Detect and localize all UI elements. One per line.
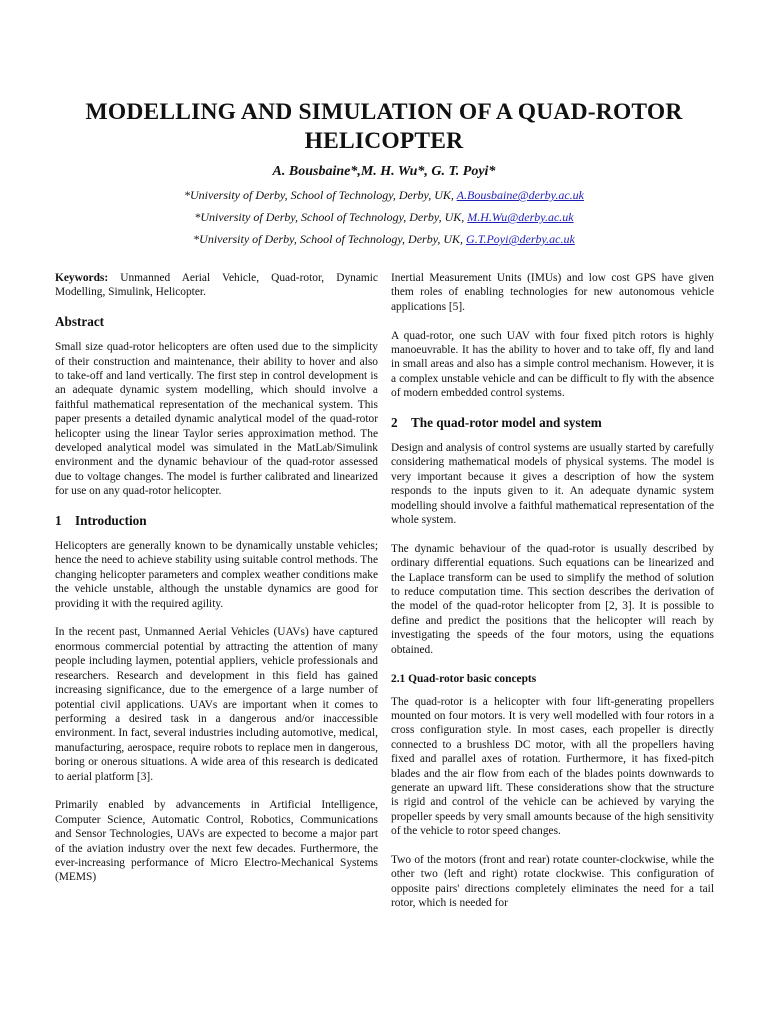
affiliation-2 [0,210,768,225]
concepts-paragraph-1: The quad-rotor is a helicopter with four lift-generating propellers mounted on four motors. It is very well modelled with four rotors in a cross configuration style. In most cases, each propeller is directly connected to a brushless DC motor, with all the propellers having fixed and parallel axes of rotation. Furthermore, it has fixed-pitch blades and the air flow from each of the blades points downwards to generate an upward lift. These considerations show that the structure is rigid and control of the vehicle can be achieved by varying the propeller speeds by very small amounts because of the high sensitivity of the vehicle to rotor speed changes. [391,695,714,838]
intro-paragraph-3: Primarily enabled by advancements in Artificial Intelligence, Computer Science, Automatic Control, Robotics, Communications and Sensor Technologies, UAVs are expected to become a major part of the aviation industry over the next few decades. Furthermore, the ever-increasing performance of Micro Electro-Mechanical Systems (MEMS) [55,799,378,884]
keywords-text: Unmanned Aerial Vehicle, Quad-rotor, Dynamic Modelling, Simulink, Helicopter. [55,272,378,299]
section-title: Introduction [75,513,147,529]
right-column [391,271,714,925]
email-link-bousbaine[interactable]: A.Bousbaine@derby.ac.uk [456,188,584,202]
paper-title: MODELLING AND SIMULATION OF A QUAD-ROTOR HELICOPTER [85,99,683,154]
abstract-heading: Abstract [55,314,105,330]
concepts-paragraph-2: Two of the motors (front and rear) rotate counter-clockwise, while the other two (left and right) rotate clockwise. This configuration of opposite pairs' directions completely eliminates the need for a tail rotor, which is needed for [391,853,714,910]
author-list: A. Bousbaine*,M. H. Wu*, G. T. Poyi* [272,164,496,179]
intro-paragraph-1: Helicopters are generally known to be dynamically unstable vehicles; hence the need to achieve stability using suitable control methods. The changing helicopter parameters and complex weather conditions make the vehicle unstable, although the unstable dynamics are good for providing it with the required agility. [55,540,378,610]
section-2-heading [391,415,714,431]
abstract-text: Small size quad-rotor helicopters are often used due to the simplicity of their construction and maintenance, their ability to hover and also to take-off and land vertically. The first step in control development is an adequate dynamic system modelling, which should involve a faithful mathematical representation of the mechanical system. This paper presents a detailed dynamic analytical model of the quad-rotor helicopter using the linear Taylor series approximation method. The developed analytical model was simulated in the MatLab/Simulink environment and the dynamic behaviour of the quad-rotor assessed due to voltage changes. The model is further calibrated and linearized for use on any quad-rotor helicopter. [55,341,378,498]
intro-paragraph-5: A quad-rotor, one such UAV with four fixed pitch rotors is highly manoeuvrable. It has the ability to hover and to take off, fly and land in small areas and also has a simple control mechanism. However, it is a complex unstable vehicle and can be difficult to fly with the absence of modern embedded control systems. [391,329,714,400]
email-link-poyi[interactable]: G.T.Poyi@derby.ac.uk [466,232,575,246]
keywords [55,271,378,300]
section-1-heading [55,513,378,529]
section-number: 1 [55,513,62,529]
model-paragraph-1: Design and analysis of control systems are usually started by carefully considering mathematical models of physical systems. The model is very important because it gives a description of how the system responds to the inputs given to it. An adequate dynamic system modelling should involve a faithful mathematical representation of the whole system. [391,442,714,527]
intro-paragraph-4: Inertial Measurement Units (IMUs) and low cost GPS have given them roles of enabling technologies for new autonomous vehicle applications [5]. [391,272,714,313]
section-title: The quad-rotor model and system [411,415,602,431]
subsection-2-1-heading: 2.1 Quad-rotor basic concepts [391,672,537,685]
keywords-label: Keywords: [55,272,109,284]
affiliation-text: *University of Derby, School of Technology, Derby, UK, [194,210,468,224]
intro-paragraph-2: In the recent past, Unmanned Aerial Vehicles (UAVs) have captured enormous commercial potential by attracting the attention of many people including laymen, potential appliers, vehicle professionals and researchers. Research and development in this field has gained increasing significance, due to the emergence of a large number of potential civil applications. UAVs are important when it comes to performing a desired task in a dangerous and/or inaccessible environment. In fact, several industries including automotive, medical, manufacturing, aerospace, require robots to replace men in dangerous, boring or onerous situations. A wide area of this research is dedicated to aerial platform [3]. [55,626,378,783]
affiliation-3 [0,232,768,247]
affiliation-text: *University of Derby, School of Technology, Derby, UK, [184,188,457,202]
email-link-wu[interactable]: M.H.Wu@derby.ac.uk [467,210,574,224]
left-column [55,271,378,899]
affiliation-1 [0,188,768,203]
section-number: 2 [391,415,398,431]
model-paragraph-2: The dynamic behaviour of the quad-rotor is usually described by ordinary differential equations. Such equations can be linearized and the Laplace transform can be used to simplify the method of solution to reduce computation time. This section describes the derivation of the model of the quad-rotor helicopter from [2, 3]. It is possible to define and predict the positions that the helicopter will reach by investigating the speeds of the four motors, using the equations obtained. [391,542,714,656]
affiliation-text: *University of Derby, School of Technology, Derby, UK, [193,232,467,246]
